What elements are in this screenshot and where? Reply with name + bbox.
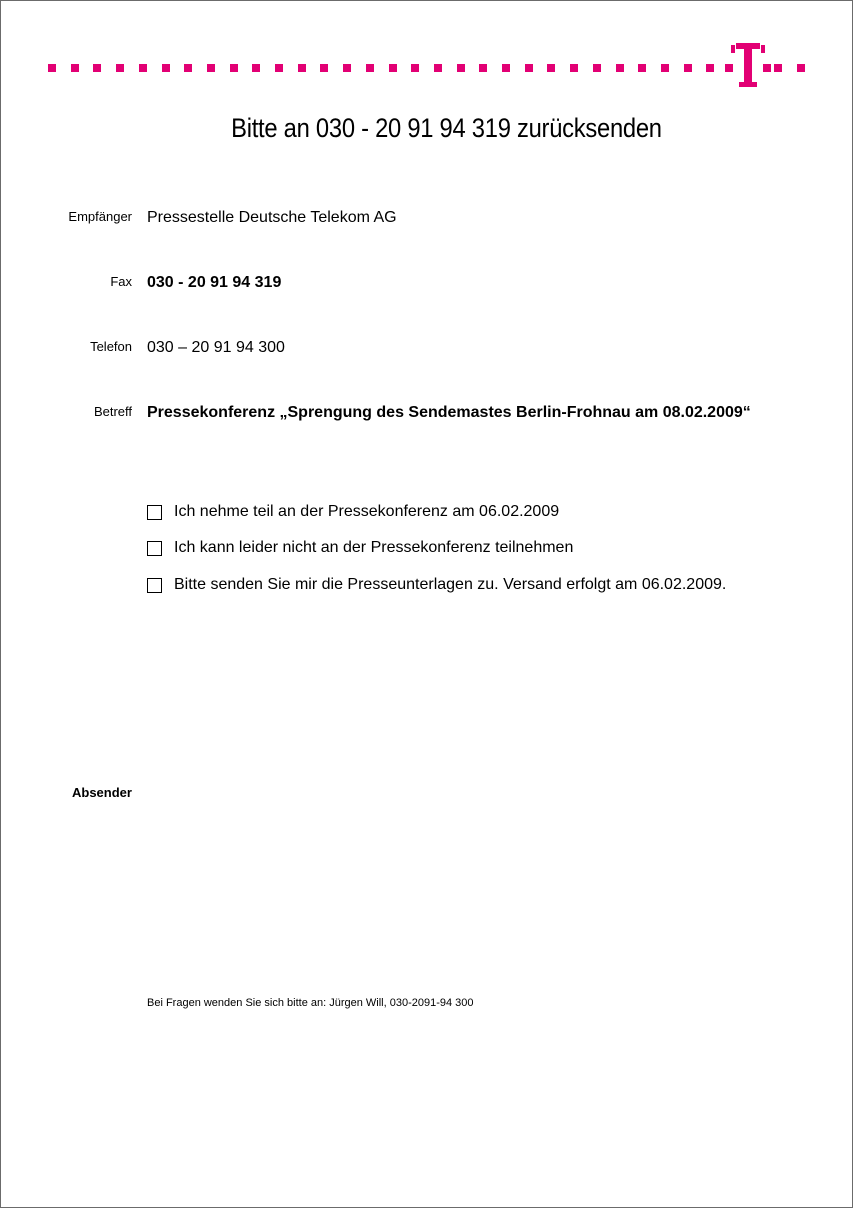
field-value-recipient: Pressestelle Deutsche Telekom AG xyxy=(147,209,397,226)
field-value-subject: Pressekonferenz „Sprengung des Sendemastes Berlin-Frohnau am 08.02.2009“ xyxy=(147,404,751,421)
field-label-subject: Betreff xyxy=(93,404,132,419)
footer-contact: Bei Fragen wenden Sie sich bitte an: Jürgen Will, 030-2091-94 300 xyxy=(147,997,474,1009)
brand-dot xyxy=(706,64,714,72)
brand-dot xyxy=(570,64,578,72)
brand-dot xyxy=(434,64,442,72)
brand-dot xyxy=(525,64,533,72)
brand-dot xyxy=(638,64,646,72)
brand-dot xyxy=(139,64,147,72)
brand-dot xyxy=(252,64,260,72)
field-value-fax: 030 - 20 91 94 319 xyxy=(147,274,282,291)
brand-dot xyxy=(684,64,692,72)
brand-dot xyxy=(71,64,79,72)
option-attend-label: Ich nehme teil an der Pressekonferenz am 06.02.2009 xyxy=(174,503,560,520)
brand-dot xyxy=(320,64,328,72)
brand-dot xyxy=(207,64,215,72)
brand-dot xyxy=(275,64,283,72)
brand-dot xyxy=(547,64,555,72)
brand-dot xyxy=(343,64,351,72)
brand-dot xyxy=(298,64,306,72)
field-value-phone: 030 – 20 91 94 300 xyxy=(147,339,285,356)
brand-dot xyxy=(116,64,124,72)
brand-dot xyxy=(93,64,101,72)
checkbox-decline[interactable] xyxy=(147,541,162,556)
field-label-phone: Telefon xyxy=(90,339,132,354)
page-title: Bitte an 030 - 20 91 94 319 zurücksenden xyxy=(231,113,662,143)
telekom-t-logo-icon xyxy=(723,40,773,90)
field-label-fax: Fax xyxy=(110,274,132,289)
brand-dot xyxy=(774,64,782,72)
option-send-materials-label: Bitte senden Sie mir die Presseunterlagen zu. Versand erfolgt am 06.02.2009. xyxy=(174,576,727,593)
brand-dot xyxy=(502,64,510,72)
checkbox-send-materials[interactable] xyxy=(147,578,162,593)
brand-dot xyxy=(389,64,397,72)
field-label-recipient: Empfänger xyxy=(68,209,132,224)
brand-dot xyxy=(797,64,805,72)
brand-dot xyxy=(661,64,669,72)
checkbox-attend[interactable] xyxy=(147,505,162,520)
brand-dot xyxy=(457,64,465,72)
brand-dot xyxy=(230,64,238,72)
brand-dot xyxy=(48,64,56,72)
brand-dot xyxy=(184,64,192,72)
brand-dot xyxy=(479,64,487,72)
brand-dot xyxy=(411,64,419,72)
sender-label: Absender xyxy=(72,785,132,800)
brand-dot xyxy=(616,64,624,72)
brand-dot xyxy=(366,64,374,72)
brand-dot xyxy=(162,64,170,72)
brand-dot xyxy=(593,64,601,72)
option-decline-label: Ich kann leider nicht an der Pressekonferenz teilnehmen xyxy=(174,539,574,556)
